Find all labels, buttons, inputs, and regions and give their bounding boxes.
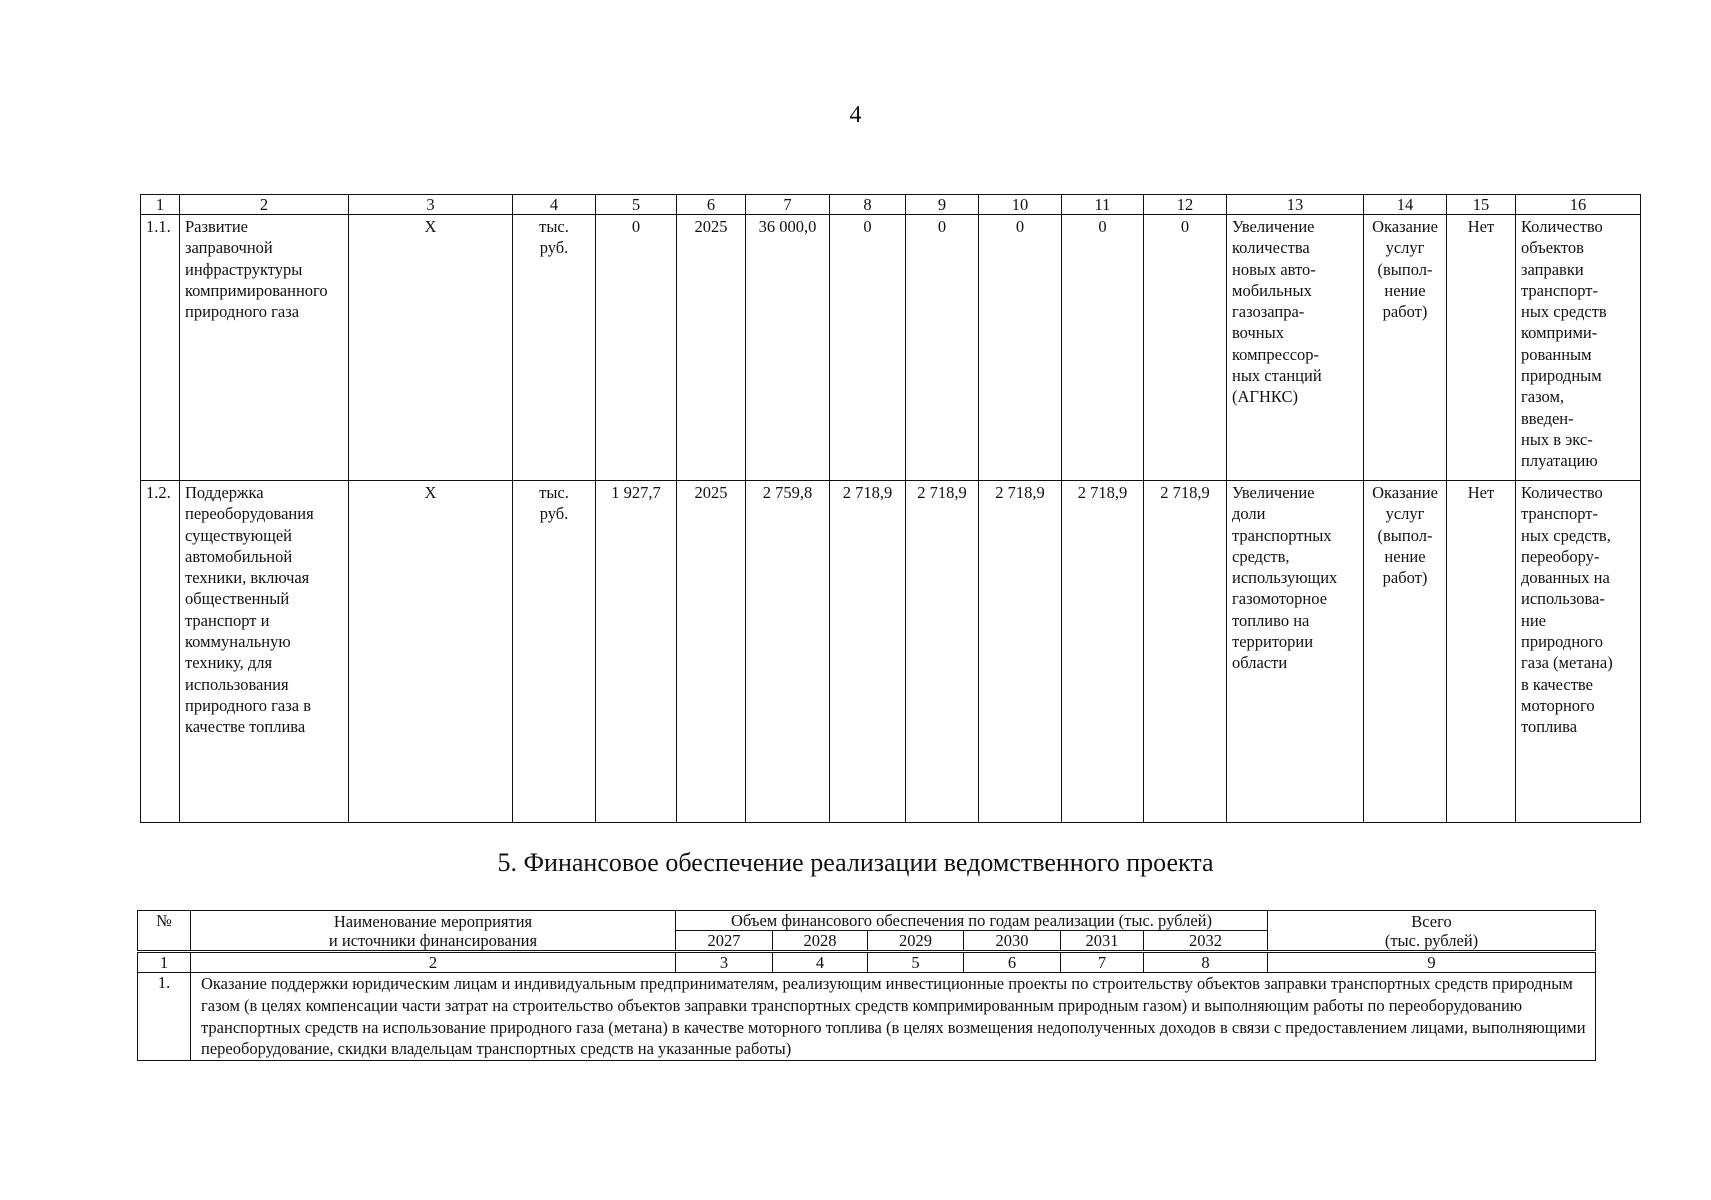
col-index: 12 (1144, 195, 1227, 215)
cell-col15: Нет (1447, 215, 1516, 481)
col-index: 11 (1062, 195, 1144, 215)
cell-year: 2025 (677, 215, 746, 481)
header-number: № (138, 911, 191, 952)
year-cell: 2032 (1144, 931, 1268, 952)
indicator: Количество объектов заправки транспорт- ных средств комприми- рованным природным газом, введен- ных в экс- плуатацию (1516, 215, 1641, 481)
cell-col9: 0 (906, 215, 979, 481)
unit: тыс. руб. (513, 481, 596, 823)
col-index: 15 (1447, 195, 1516, 215)
cell-col9: 2 718,9 (906, 481, 979, 823)
cell-year: 2025 (677, 481, 746, 823)
col-index: 4 (773, 952, 868, 973)
expected-result: Увеличение количества новых авто- мобильных газозапра- вочных компрессор- ных станций (АГНКС) (1227, 215, 1364, 481)
header-total (1268, 911, 1596, 952)
year-cell: 2029 (868, 931, 964, 952)
col-index: 1 (138, 952, 191, 973)
col-index: 16 (1516, 195, 1641, 215)
row-number: 1. (138, 973, 191, 1061)
col-index: 6 (677, 195, 746, 215)
col-index: 3 (349, 195, 513, 215)
header-row (138, 911, 1596, 931)
cell-col7: 36 000,0 (746, 215, 830, 481)
cell-col15: Нет (1447, 481, 1516, 823)
cell-col7: 2 759,8 (746, 481, 830, 823)
cell-col12: 0 (1144, 215, 1227, 481)
header-name-line: Наименование мероприятия (333, 911, 533, 931)
header-name (191, 911, 676, 952)
header-total-line: Всего (1411, 911, 1452, 931)
col-index: 9 (1268, 952, 1596, 973)
table-row (138, 973, 1596, 1061)
year-cell: 2027 (676, 931, 773, 952)
activity-name: Развитие заправочной инфраструктуры компримированного природного газа (180, 215, 349, 481)
year-cell: 2031 (1061, 931, 1144, 952)
cell-col12: 2 718,9 (1144, 481, 1227, 823)
cell-col8: 2 718,9 (830, 481, 906, 823)
col-index: 5 (596, 195, 677, 215)
row-number: 1.2. (141, 481, 180, 823)
col-index: 8 (1144, 952, 1268, 973)
financing-table (137, 910, 1596, 1061)
col-index: 5 (868, 952, 964, 973)
cell-col10: 0 (979, 215, 1062, 481)
page-number: 4 (849, 102, 862, 128)
project-activities-table (140, 194, 1641, 823)
table-row (141, 215, 1641, 481)
table-row (141, 481, 1641, 823)
column-index-row (141, 195, 1641, 215)
cell-col3: Х (349, 215, 513, 481)
activity-name: Поддержка переоборудования существующей автомобильной техники, включая общественный транспорт и коммунальную технику, для использования природного газа в качестве топлива (180, 481, 349, 823)
col-index: 3 (676, 952, 773, 973)
col-index: 1 (141, 195, 180, 215)
section-title: 5. Финансовое обеспечение реализации ведомственного проекта (497, 848, 1214, 877)
col-index: 6 (964, 952, 1061, 973)
col-index: 2 (191, 952, 676, 973)
column-index-row (138, 952, 1596, 973)
cell-col5: 0 (596, 215, 677, 481)
expected-result: Увеличение доли транспортных средств, использующих газомоторное топливо на территории области (1227, 481, 1364, 823)
cell-col3: Х (349, 481, 513, 823)
cell-col5: 1 927,7 (596, 481, 677, 823)
col-index: 9 (906, 195, 979, 215)
cell-col11: 0 (1062, 215, 1144, 481)
col-index: 10 (979, 195, 1062, 215)
indicator: Количество транспорт- ных средств, переобору- дованных на использова- ние природного газа (метана) в качестве моторного топлива (1516, 481, 1641, 823)
activity-type: Оказание услуг (выпол- нение работ) (1364, 481, 1447, 823)
cell-col11: 2 718,9 (1062, 481, 1144, 823)
col-index: 2 (180, 195, 349, 215)
header-name-line: и источники финансирования (328, 930, 538, 950)
year-cell: 2030 (964, 931, 1061, 952)
header-volume: Объем финансового обеспечения по годам реализации (тыс. рублей) (676, 911, 1268, 931)
cell-col8: 0 (830, 215, 906, 481)
col-index: 14 (1364, 195, 1447, 215)
header-total-line: (тыс. рублей) (1384, 930, 1479, 950)
row-number: 1.1. (141, 215, 180, 481)
col-index: 7 (1061, 952, 1144, 973)
col-index: 8 (830, 195, 906, 215)
activity-type: Оказание услуг (выпол- нение работ) (1364, 215, 1447, 481)
cell-col10: 2 718,9 (979, 481, 1062, 823)
unit: тыс. руб. (513, 215, 596, 481)
col-index: 4 (513, 195, 596, 215)
col-index: 13 (1227, 195, 1364, 215)
year-cell: 2028 (773, 931, 868, 952)
activity-description: Оказание поддержки юридическим лицам и индивидуальным предпринимателям, реализующим инвестиционные проекты по строительству объектов заправки транспортных средств природным газом (в целях компенсации части затрат на строительство объектов заправки транспортных средств компримированным природным газом) и выполняющим работы по переоборудованию транспортных средств на использование природного газа (метана) в качестве моторного топлива (в целях возмещения недополученных доходов в связи с предоставлением лицами, выполняющими переоборудование, скидки владельцам транспортных средств на указанные работы) (191, 973, 1596, 1061)
col-index: 7 (746, 195, 830, 215)
